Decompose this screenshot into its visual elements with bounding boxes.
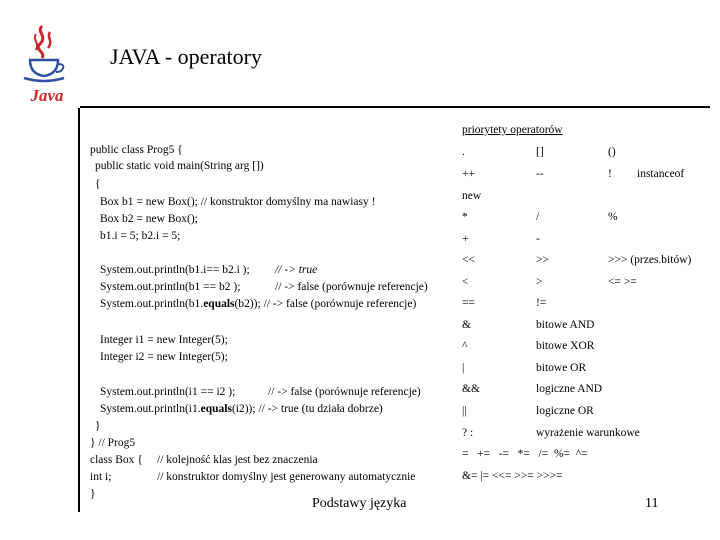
op-cell: | <box>462 362 465 374</box>
code-fragment: (b2)); // -> false (porównuje referencje) <box>234 298 417 310</box>
op-cell: * <box>462 211 468 223</box>
op-cell: new <box>462 190 482 202</box>
op-cell: &= |= <<= >>= >>>= <box>462 470 563 482</box>
code-line: } // Prog5 <box>90 437 136 449</box>
op-cell: >> <box>536 254 549 266</box>
op-cell: bitowe OR <box>536 362 587 374</box>
code-line: System.out.println(b1 == b2 ); <box>100 281 241 293</box>
op-cell: & <box>462 319 471 331</box>
code-comment: // konstruktor domyślny jest generowany automatycznie <box>157 471 416 483</box>
op-cell: logiczne OR <box>536 405 594 417</box>
code-comment: // -> false (porównuje referencje) <box>268 386 421 398</box>
code-line: b1.i = 5; b2.i = 5; <box>100 230 181 242</box>
op-cell: == <box>462 297 475 309</box>
op-cell: [] <box>536 146 544 158</box>
op-cell: wyrażenie warunkowe <box>536 427 640 439</box>
slide-title: JAVA - operatory <box>110 44 262 69</box>
op-cell: instanceof <box>637 168 685 180</box>
op-cell: - <box>536 233 540 245</box>
op-cell: logiczne AND <box>536 383 603 395</box>
code-line: public static void main(String arg []) <box>95 160 264 172</box>
op-cell: ! <box>608 168 612 180</box>
code-comment: // -> true <box>275 264 318 276</box>
code-comment: // -> false (porównuje referencje) <box>275 281 428 293</box>
priority-title: priorytety operatorów <box>462 124 563 136</box>
op-cell: <= >= <box>608 276 637 288</box>
code-line: } <box>90 488 96 500</box>
op-cell: % <box>608 211 618 223</box>
java-logo <box>18 22 76 106</box>
op-cell: < <box>462 276 469 288</box>
op-cell: ++ <box>462 168 475 180</box>
cup-icon <box>30 60 58 76</box>
header-divider <box>80 106 710 108</box>
code-keyword: equals <box>203 298 235 310</box>
code-line: Box b2 = new Box(); <box>100 213 198 225</box>
code-line: Integer i1 = new Integer(5); <box>100 334 228 346</box>
code-line: } <box>95 420 101 432</box>
op-cell: + <box>462 233 469 245</box>
code-keyword: equals <box>200 403 232 415</box>
code-line: System.out.println(i1 == i2 ); <box>100 386 236 398</box>
op-cell: ? : <box>462 427 474 439</box>
op-cell: bitowe AND <box>536 319 595 331</box>
op-cell: ^ <box>462 340 468 352</box>
code-fragment: System.out.println(b1. <box>100 298 204 310</box>
op-cell: . <box>462 146 465 158</box>
left-divider <box>78 108 80 512</box>
code-comment: // kolejność klas jest bez znaczenia <box>157 454 318 466</box>
code-fragment: (i2)); // -> true (tu działa dobrze) <box>231 403 383 415</box>
op-cell: bitowe XOR <box>536 340 595 352</box>
page-number: 11 <box>645 496 659 511</box>
code-line: { <box>95 178 101 190</box>
code-line <box>100 401 383 417</box>
op-cell: << <box>462 254 475 266</box>
code-line: System.out.println(b1.i== b2.i ); <box>100 264 250 276</box>
code-line: public class Prog5 { <box>90 144 183 156</box>
code-fragment: System.out.println(i1. <box>100 403 201 415</box>
op-cell: >>> (przes.bitów) <box>608 254 692 266</box>
footer-text: Podstawy języka <box>312 496 407 511</box>
op-cell: () <box>608 146 616 158</box>
op-cell: || <box>462 405 467 417</box>
op-cell: > <box>536 276 543 288</box>
code-line <box>100 296 416 312</box>
code-line: Integer i2 = new Integer(5); <box>100 351 228 363</box>
steam-icon <box>38 26 43 58</box>
code-line: class Box { <box>90 454 143 466</box>
code-line: Box b1 = new Box(); // konstruktor domyślny ma nawiasy ! <box>100 196 376 208</box>
op-cell: / <box>536 211 540 223</box>
logo-text: Java <box>30 86 64 105</box>
op-cell: -- <box>536 168 544 180</box>
op-cell: != <box>536 297 547 309</box>
code-line: int i; <box>90 471 112 483</box>
op-cell: && <box>462 383 480 395</box>
op-cell: = += -= *= /= %= ^= <box>462 448 588 460</box>
